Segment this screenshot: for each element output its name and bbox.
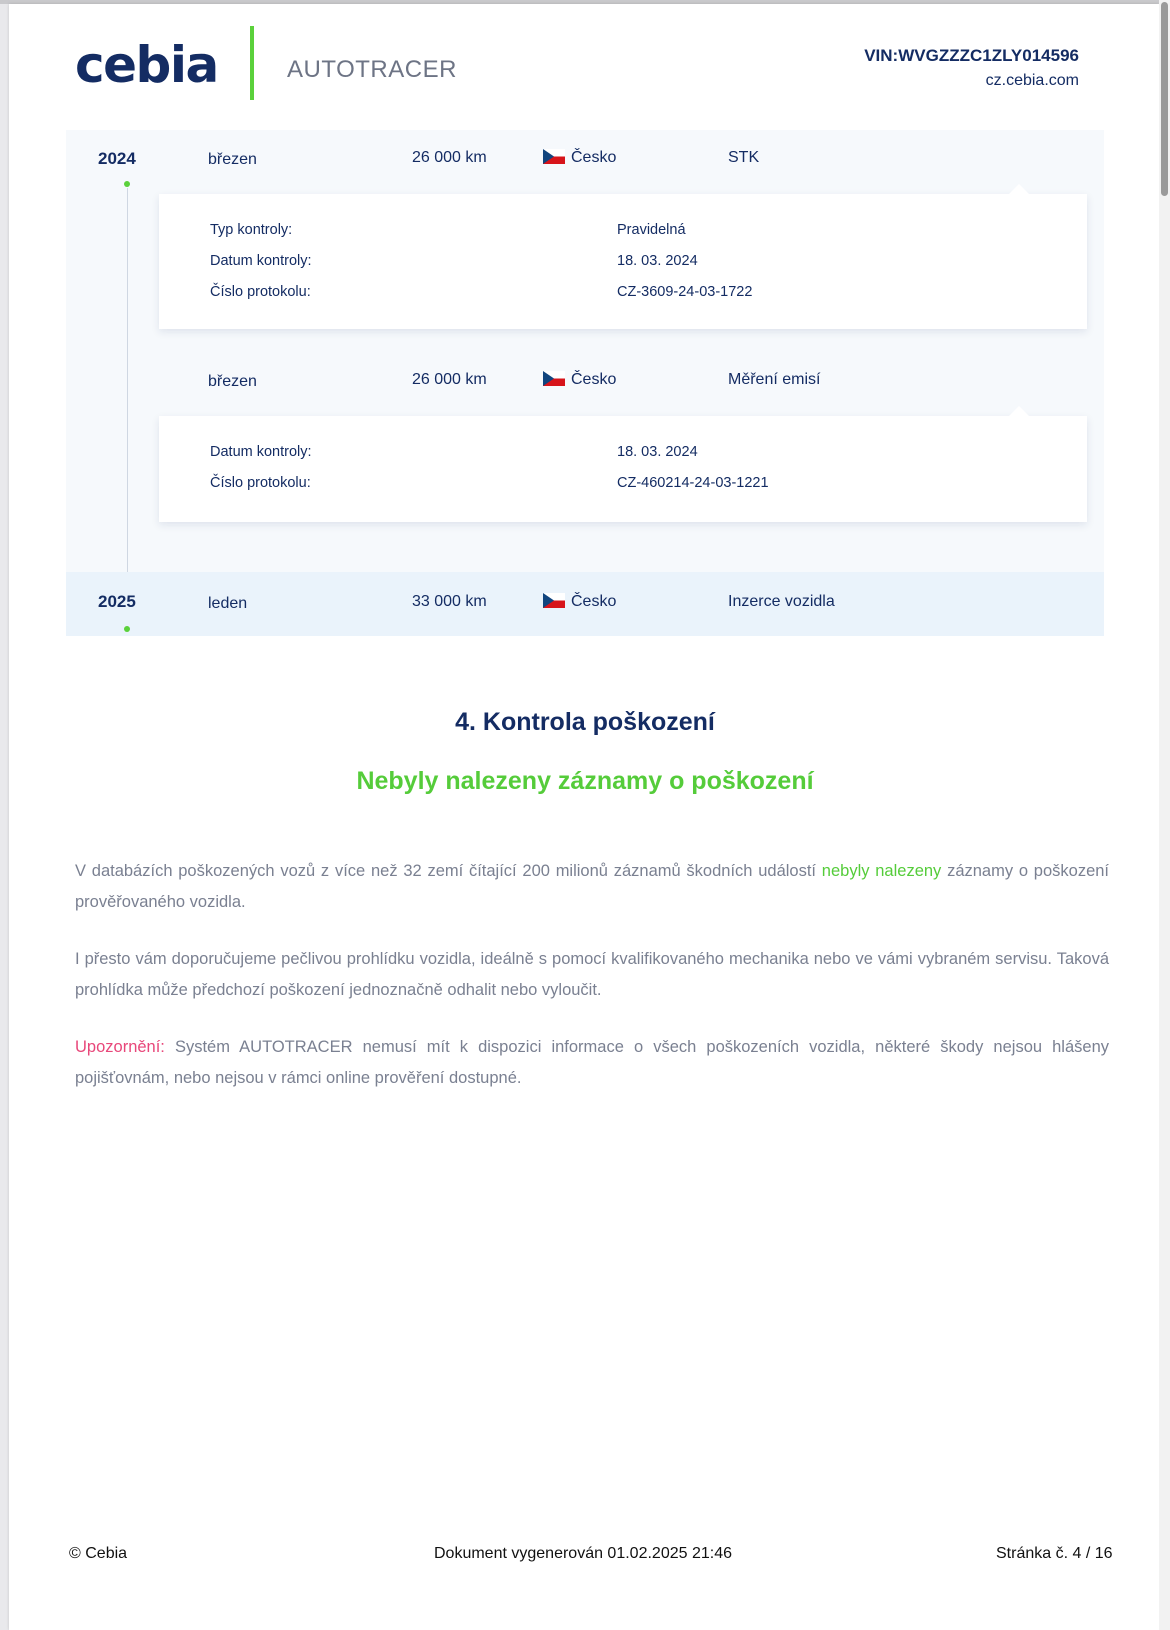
timeline-event-type: STK: [728, 149, 760, 166]
timeline-dot-2025: [124, 626, 130, 632]
logo-divider: [250, 26, 254, 100]
detail-row: Typ kontroly: Pravidelná: [210, 222, 686, 238]
timeline-row-stk[interactable]: [66, 140, 1104, 174]
timeline-month: březen: [208, 151, 257, 168]
timeline-mileage: 33 000 km: [412, 593, 487, 610]
document-page: [9, 4, 1159, 1630]
warning-label: Upozornění:: [75, 1038, 165, 1056]
no-damage-status: Nebyly nalezeny záznamy o poškození: [356, 767, 814, 795]
damage-paragraph-2: I přesto vám doporučujeme pečlivou prohlídku vozidla, ideálně s pomocí kvalifikovaného mechanika nebo ve vámi vybraném servisu. Taková prohlídka může předchozí poškození jednoznačně odhalit nebo vyloučit.: [75, 950, 1109, 999]
product-name: AUTOTRACER: [287, 56, 457, 83]
stk-detail-card: [159, 194, 1087, 329]
timeline-mileage: 26 000 km: [412, 149, 487, 166]
emissions-detail-card: [159, 416, 1087, 522]
cebia-logo: cebia: [75, 36, 218, 94]
damage-warning: Upozornění: Systém AUTOTRACER nemusí mít k dispozici informace o všech poškozeních vozidla, některé škody nejsou hlášeny pojišťovnám, nebo nejsou v rámci online prověření dostupné.: [75, 1038, 1109, 1087]
czech-flag-icon: [543, 593, 565, 608]
detail-row: Číslo protokolu: CZ-3609-24-03-1722: [210, 284, 753, 300]
card-caret: [1009, 184, 1029, 194]
damage-paragraph-1: V databázích poškozených vozů z více než 32 zemí čítající 200 milionů záznamů škodních událostí nebyly nalezeny záznamy o poškození prověřovaného vozidla.: [75, 862, 1110, 911]
footer-generated: Dokument vygenerován 01.02.2025 21:46: [434, 1545, 732, 1562]
detail-row: Číslo protokolu: CZ-460214-24-03-1221: [210, 475, 769, 491]
timeline-event-type: Inzerce vozidla: [728, 593, 835, 610]
footer-page-number: Stránka č. 4 / 16: [996, 1545, 1113, 1562]
no-records-highlight: nebyly nalezeny: [821, 862, 942, 880]
timeline-month: březen: [208, 373, 257, 390]
timeline-row-listing[interactable]: [66, 572, 1104, 636]
timeline-country: Česko: [571, 371, 616, 389]
detail-row: Datum kontroly: 18. 03. 2024: [210, 444, 698, 460]
timeline-country: Česko: [571, 149, 616, 167]
website-link[interactable]: cz.cebia.com: [985, 72, 1079, 89]
timeline-row-emissions[interactable]: [66, 362, 1104, 396]
scrollbar-thumb[interactable]: [1161, 2, 1168, 196]
timeline-year: 2024: [98, 149, 136, 168]
timeline-mileage: 26 000 km: [412, 371, 487, 388]
timeline-dot-2024: [124, 181, 130, 187]
card-caret: [1009, 406, 1029, 416]
vin-number: VIN:WVGZZZC1ZLY014596: [864, 46, 1079, 65]
footer-copyright: © Cebia: [69, 1545, 128, 1562]
detail-row: Datum kontroly: 18. 03. 2024: [210, 253, 698, 269]
timeline-event-type: Měření emisí: [728, 371, 821, 388]
section-title: 4. Kontrola poškození: [455, 708, 715, 736]
timeline-country: Česko: [571, 593, 616, 611]
czech-flag-icon: [543, 371, 565, 386]
history-timeline: [66, 130, 1104, 636]
timeline-month: leden: [208, 595, 248, 612]
timeline-year: 2025: [98, 592, 136, 611]
vertical-scrollbar[interactable]: [1159, 0, 1170, 1630]
czech-flag-icon: [543, 149, 565, 164]
